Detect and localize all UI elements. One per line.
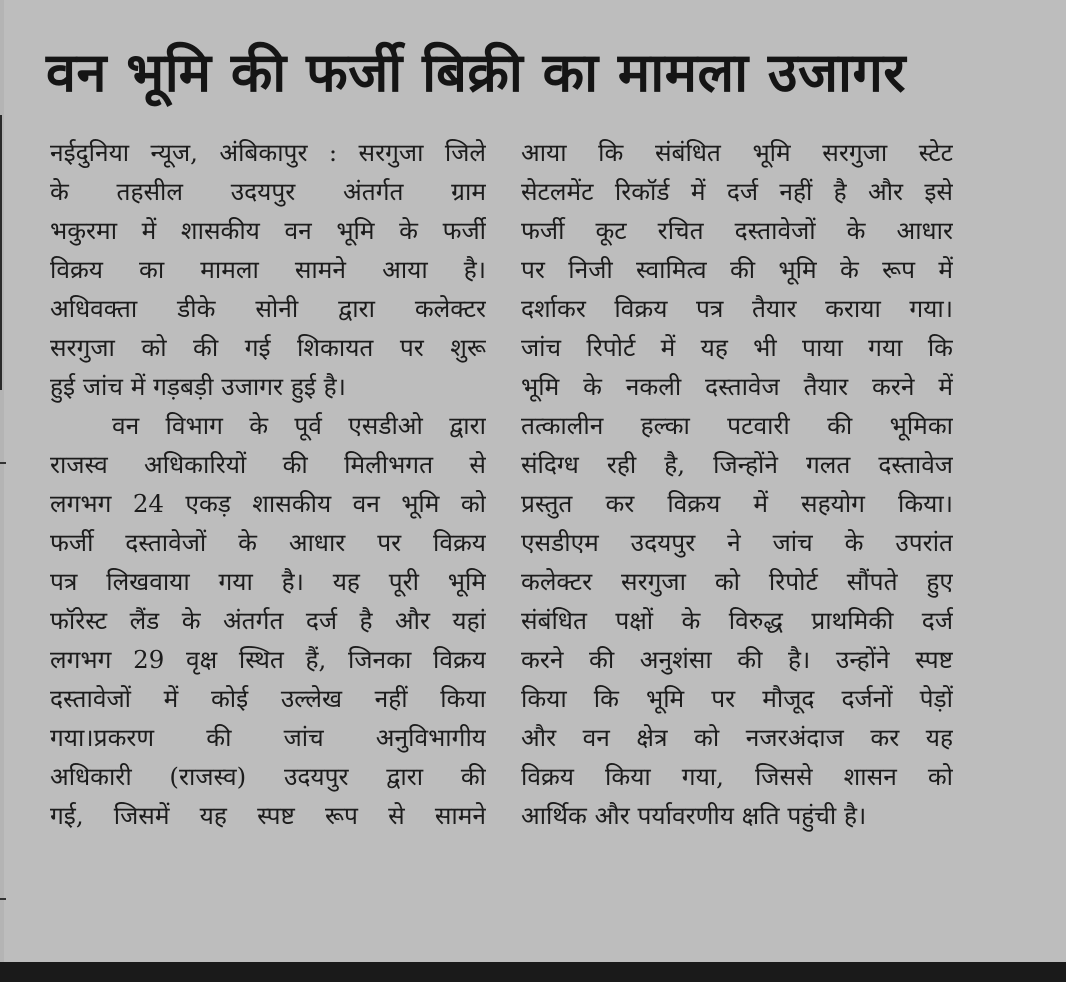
- text-line: तत्कालीन हल्का पटवारी की भूमिका: [521, 411, 953, 440]
- text-line: सरगुजा को की गई शिकायत पर शुरू: [50, 333, 486, 362]
- text-line: आर्थिक और पर्यावरणीय क्षति पहुंची है।: [521, 801, 867, 830]
- text-line: विक्रय का मामला सामने आया है।: [50, 255, 486, 284]
- text-line: गया।प्रकरण की जांच अनुविभागीय: [50, 723, 486, 752]
- text-line: प्रस्तुत कर विक्रय में सहयोग किया।: [521, 489, 953, 518]
- text-line: किया कि भूमि पर मौजूद दर्जनों पेड़ों: [521, 684, 953, 713]
- text-line: लगभग 24 एकड़ शासकीय वन भूमि को: [50, 489, 486, 518]
- bottom-bar: [0, 962, 1066, 982]
- edge-mark: [0, 898, 6, 900]
- text-line: नईदुनिया न्यूज, अंबिकापुर : सरगुजा जिले: [50, 138, 486, 167]
- text-line: पर निजी स्वामित्व की भूमि के रूप में: [521, 255, 953, 284]
- edge-mark: [0, 462, 6, 464]
- text-line: और वन क्षेत्र को नजरअंदाज कर यह: [521, 723, 953, 752]
- article-column-left: [50, 133, 486, 835]
- text-line: एसडीएम उदयपुर ने जांच के उपरांत: [521, 528, 953, 557]
- text-line: पत्र लिखवाया गया है। यह पूरी भूमि: [50, 567, 486, 596]
- text-line: राजस्व अधिकारियों की मिलीभगत से: [50, 450, 486, 479]
- text-line: वन विभाग के पूर्व एसडीओ द्वारा: [112, 411, 486, 440]
- text-line: आया कि संबंधित भूमि सरगुजा स्टेट: [521, 138, 953, 167]
- text-line: फर्जी कूट रचित दस्तावेजों के आधार: [521, 216, 953, 245]
- text-line: सेटलमेंट रिकॉर्ड में दर्ज नहीं है और इसे: [521, 177, 953, 206]
- text-line: दर्शाकर विक्रय पत्र तैयार कराया गया।: [521, 294, 953, 323]
- text-line: जांच रिपोर्ट में यह भी पाया गया कि: [521, 333, 953, 362]
- column-rule: [0, 115, 2, 390]
- text-line: फॉरेस्ट लैंड के अंतर्गत दर्ज है और यहां: [50, 606, 486, 635]
- text-line: दस्तावेजों में कोई उल्लेख नहीं किया: [50, 684, 486, 713]
- text-line: विक्रय किया गया, जिससे शासन को: [521, 762, 953, 791]
- text-line: हुई जांच में गड़बड़ी उजागर हुई है।: [50, 372, 346, 401]
- text-line: लगभग 29 वृक्ष स्थित हैं, जिनका विक्रय: [50, 645, 486, 674]
- text-line: गई, जिसमें यह स्पष्ट रूप से सामने: [50, 801, 486, 830]
- article-column-right: [521, 133, 953, 835]
- text-line: अधिकारी (राजस्व) उदयपुर द्वारा की: [50, 762, 486, 791]
- text-line: अधिवक्ता डीके सोनी द्वारा कलेक्टर: [50, 294, 486, 323]
- text-line: संदिग्ध रही है, जिन्होंने गलत दस्तावेज: [521, 450, 953, 479]
- text-line: संबंधित पक्षों के विरुद्ध प्राथमिकी दर्ज: [521, 606, 953, 635]
- text-line: भूमि के नकली दस्तावेज तैयार करने में: [521, 372, 953, 401]
- text-line: के तहसील उदयपुर अंतर्गत ग्राम: [50, 177, 486, 206]
- text-line: भकुरमा में शासकीय वन भूमि के फर्जी: [50, 216, 486, 245]
- headline: वन भूमि की फर्जी बिक्री का मामला उजागर: [46, 41, 907, 104]
- text-line: करने की अनुशंसा की है। उन्होंने स्पष्ट: [521, 645, 953, 674]
- text-line: कलेक्टर सरगुजा को रिपोर्ट सौंपते हुए: [521, 567, 953, 596]
- text-line: फर्जी दस्तावेजों के आधार पर विक्रय: [50, 528, 486, 557]
